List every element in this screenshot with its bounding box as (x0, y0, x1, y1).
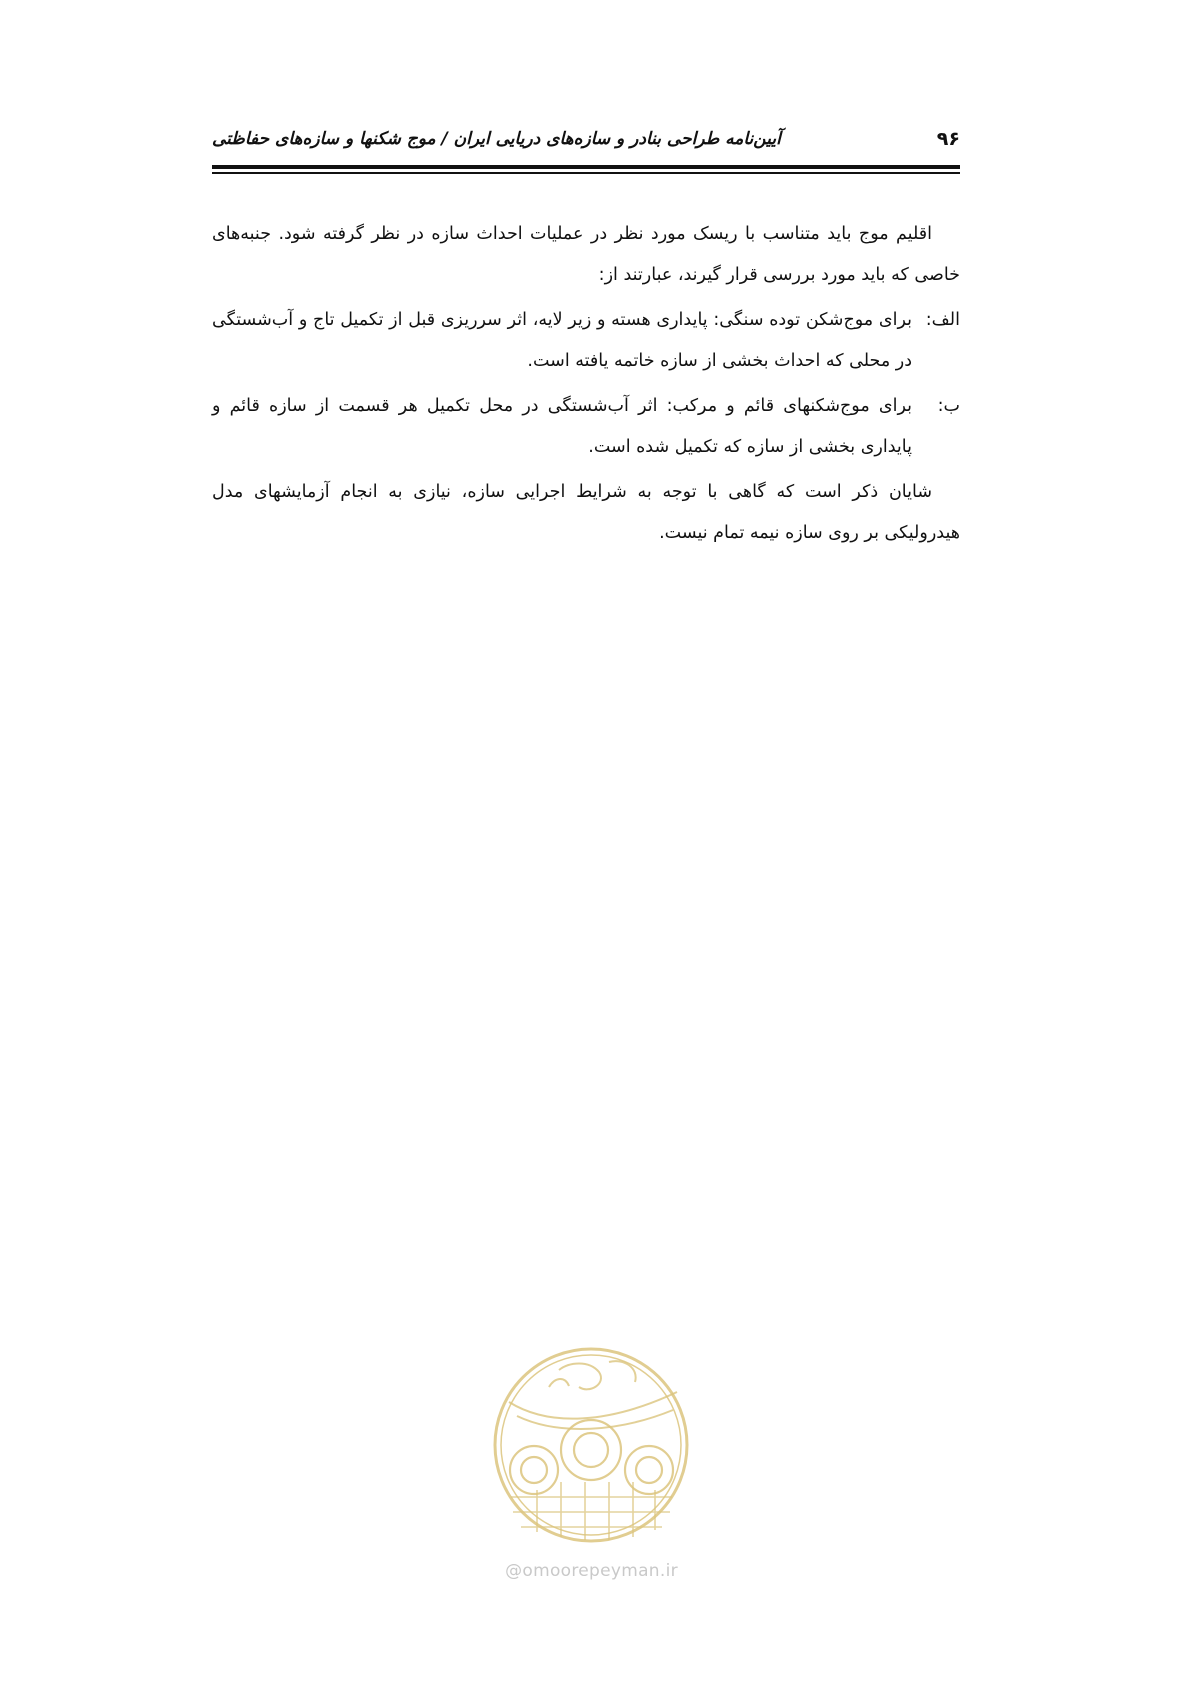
closing-paragraph: شایان ذکر است که گاهی با توجه به شرایط اجرایی سازه، نیازی به انجام آزمایشهای مدل هیدرولیکی بر روی سازه نیمه تمام نیست. (212, 482, 960, 543)
list-item-marker: الف: (925, 310, 960, 330)
watermark-url: @omoorepeyman.ir (505, 1561, 678, 1581)
header-rule-thin (212, 172, 960, 174)
header-rule-thick (212, 165, 960, 169)
list-item (212, 300, 960, 382)
page-number: ۹۶ (936, 128, 960, 150)
body-text (212, 214, 960, 558)
page-header (212, 128, 960, 158)
intro-paragraph: اقلیم موج باید متناسب با ریسک مورد نظر در عملیات احداث سازه در نظر گرفته شود. جنبه‌های خاصی که باید مورد بررسی قرار گیرند، عبارتند از: (212, 224, 960, 285)
list-item-marker: ب: (937, 396, 960, 416)
list-item-text: برای موج‌شکنهای قائم و مرکب: اثر آب‌شستگی در محل تکمیل هر قسمت از سازه قائم و پایداری بخشی از سازه که تکمیل شده است. (212, 396, 912, 457)
list-item-text: برای موج‌شکن توده سنگی: پایداری هسته و زیر لایه، اثر سرریزی قبل از تکمیل تاج و آب‌شستگی در محلی که احداث بخشی از سازه خاتمه یافته است. (212, 310, 912, 371)
running-title: آیین‌نامه طراحی بنادر و سازه‌های دریایی ایران / موج شکنها و سازه‌های حفاظتی (212, 129, 781, 149)
list-item (212, 386, 960, 468)
omoorepeyman-seal-icon (489, 1332, 694, 1558)
